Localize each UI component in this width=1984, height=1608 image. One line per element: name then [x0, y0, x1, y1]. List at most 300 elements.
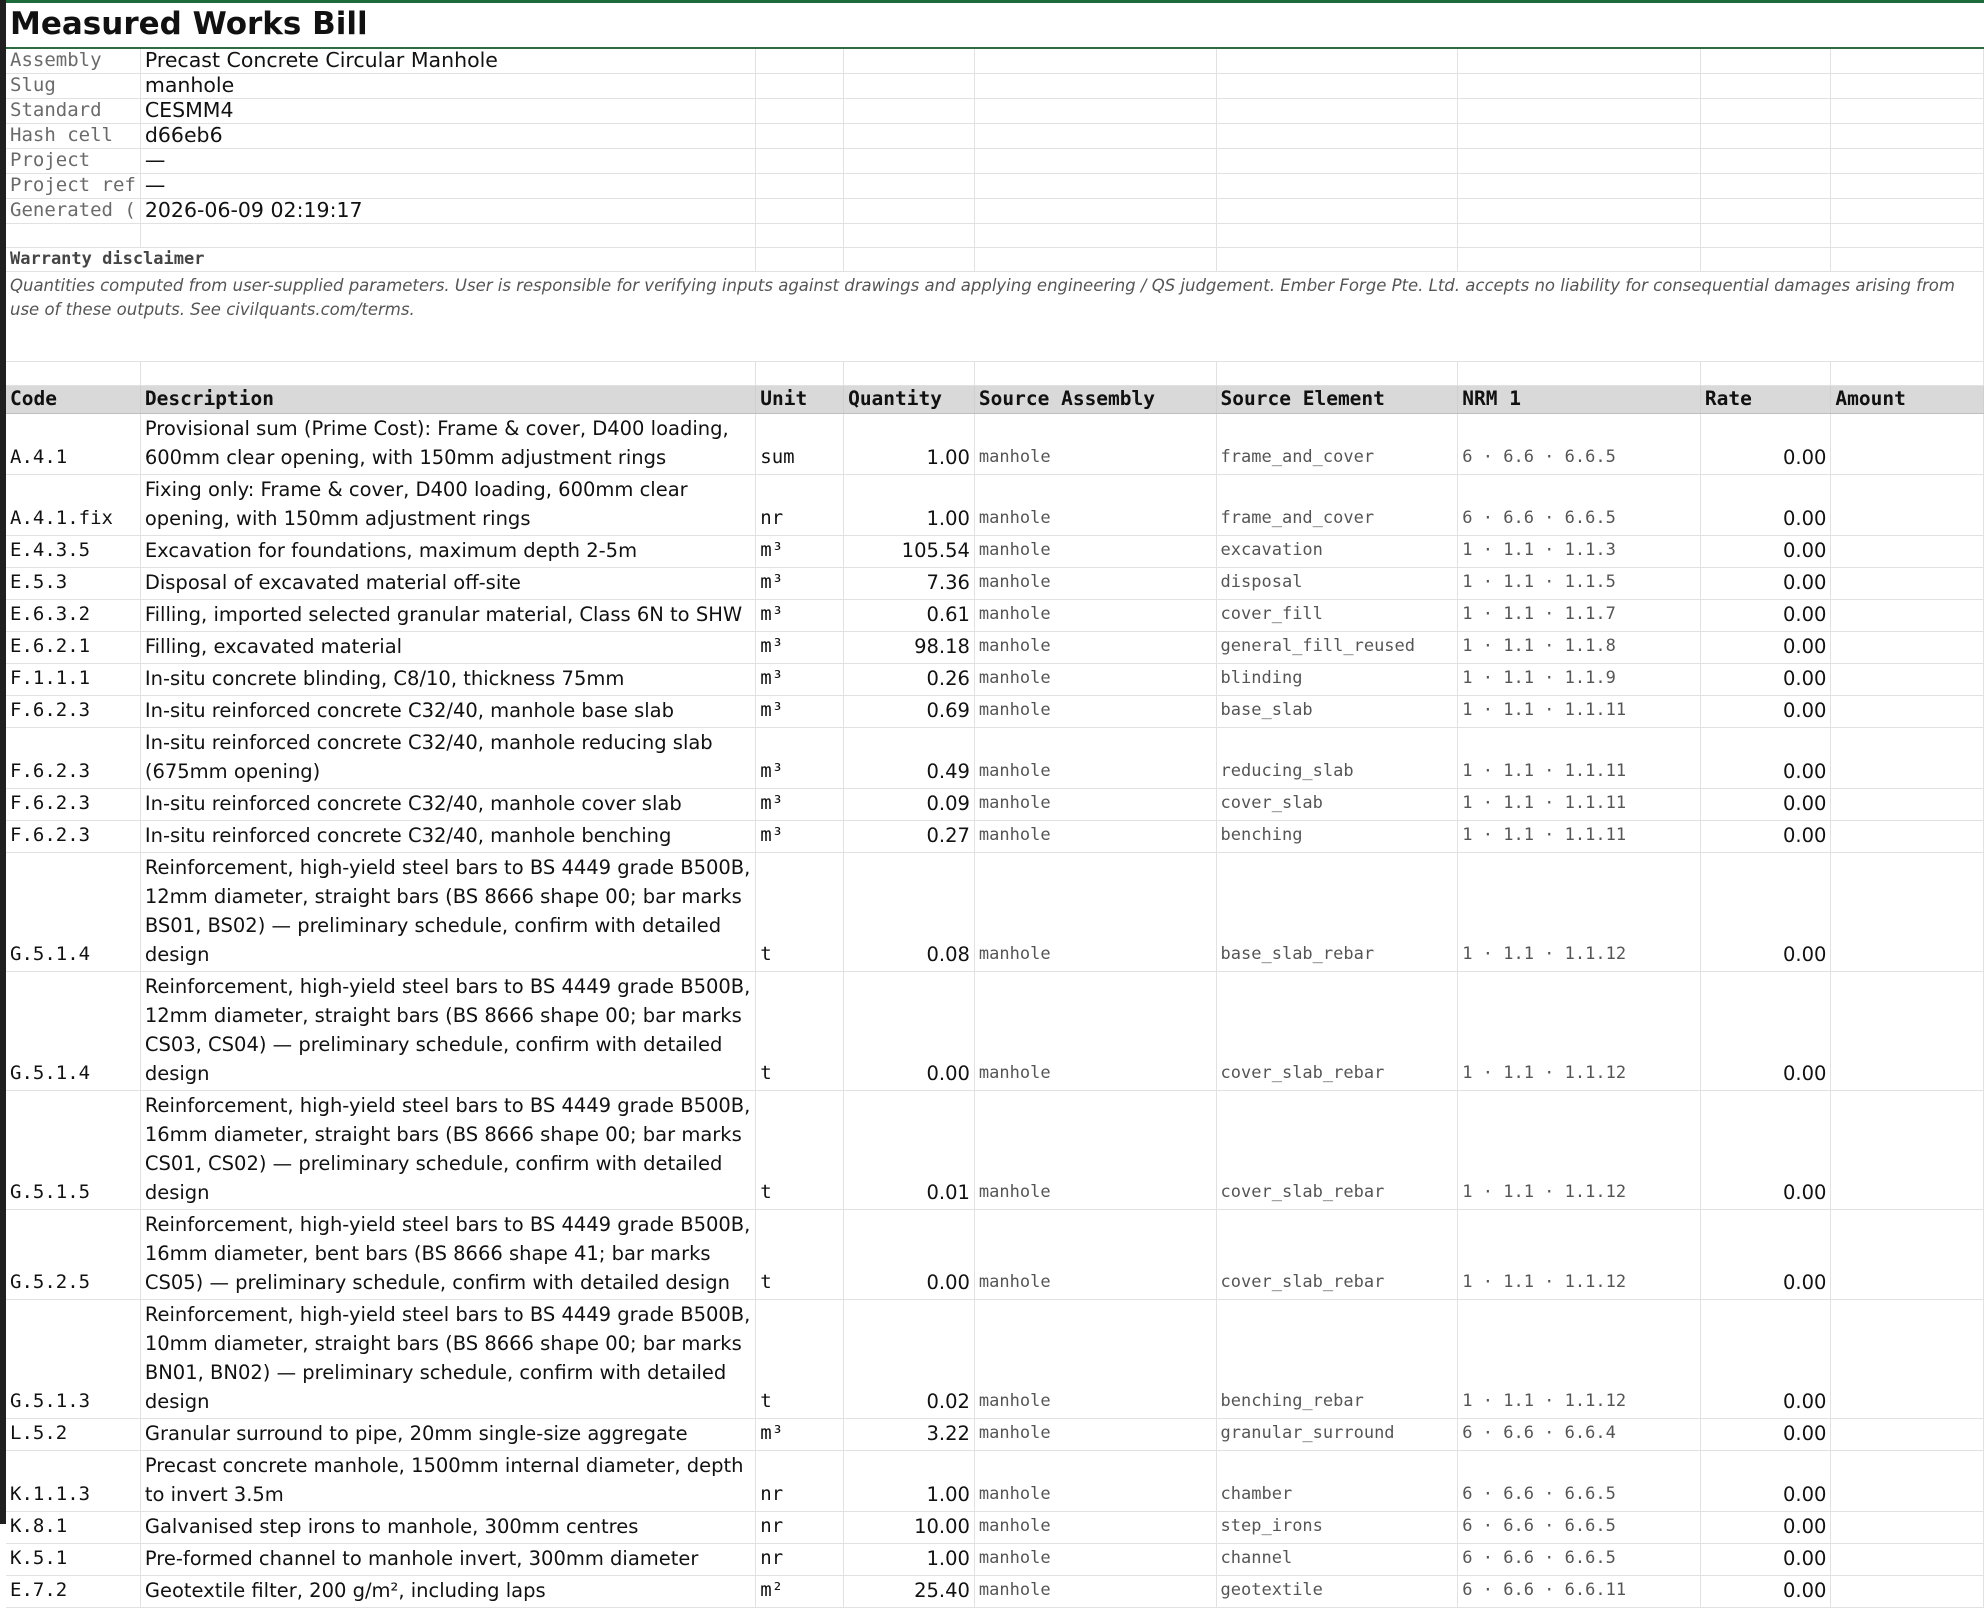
meta-value[interactable]: CESMM4 — [140, 99, 755, 124]
item-rate[interactable]: 0.00 — [1700, 853, 1831, 972]
empty-cell[interactable] — [1458, 48, 1701, 74]
empty-cell[interactable] — [1458, 74, 1701, 99]
item-unit[interactable]: m³ — [756, 821, 844, 853]
item-source-assembly[interactable]: manhole — [974, 1576, 1216, 1608]
item-description[interactable]: In-situ concrete blinding, C8/10, thickness 75mm — [140, 664, 755, 696]
item-unit[interactable]: t — [756, 1300, 844, 1419]
empty-cell[interactable] — [1216, 362, 1458, 386]
item-source-assembly[interactable]: manhole — [974, 1091, 1216, 1210]
meta-value[interactable]: d66eb6 — [140, 124, 755, 149]
meta-label[interactable]: Generated ( — [6, 199, 140, 224]
item-source-element[interactable]: chamber — [1216, 1451, 1458, 1512]
item-rate[interactable]: 0.00 — [1700, 475, 1831, 536]
column-header-nrm[interactable]: NRM 1 — [1458, 386, 1701, 414]
item-unit[interactable]: nr — [756, 1512, 844, 1544]
item-source-element[interactable]: frame_and_cover — [1216, 475, 1458, 536]
empty-cell[interactable] — [1831, 174, 1984, 199]
item-amount[interactable] — [1831, 728, 1984, 789]
item-source-assembly[interactable]: manhole — [974, 1210, 1216, 1300]
empty-cell[interactable] — [756, 124, 844, 149]
item-description[interactable]: Pre-formed channel to manhole invert, 300mm diameter — [140, 1544, 755, 1576]
item-source-assembly[interactable]: manhole — [974, 1300, 1216, 1419]
item-quantity[interactable]: 10.00 — [844, 1512, 975, 1544]
empty-cell[interactable] — [974, 74, 1216, 99]
meta-value[interactable]: — — [140, 149, 755, 174]
item-amount[interactable] — [1831, 1512, 1984, 1544]
item-rate[interactable]: 0.00 — [1700, 414, 1831, 475]
item-quantity[interactable]: 0.26 — [844, 664, 975, 696]
empty-cell[interactable] — [1700, 149, 1831, 174]
empty-cell[interactable] — [974, 124, 1216, 149]
item-quantity[interactable]: 98.18 — [844, 632, 975, 664]
empty-cell[interactable] — [1700, 248, 1831, 272]
empty-cell[interactable] — [756, 174, 844, 199]
item-rate[interactable]: 0.00 — [1700, 1451, 1831, 1512]
empty-cell[interactable] — [844, 149, 975, 174]
meta-label[interactable]: Assembly — [6, 48, 140, 74]
item-amount[interactable] — [1831, 1576, 1984, 1608]
item-rate[interactable]: 0.00 — [1700, 632, 1831, 664]
bill-item-row — [6, 414, 1984, 475]
item-nrm-code[interactable]: 1 · 1.1 · 1.1.5 — [1458, 568, 1701, 600]
meta-row — [6, 174, 1984, 199]
item-amount[interactable] — [1831, 789, 1984, 821]
item-source-assembly[interactable]: manhole — [974, 568, 1216, 600]
item-code[interactable]: F.6.2.3 — [6, 821, 140, 853]
item-amount[interactable] — [1831, 972, 1984, 1091]
item-nrm-code[interactable]: 6 · 6.6 · 6.6.5 — [1458, 1451, 1701, 1512]
item-nrm-code[interactable]: 6 · 6.6 · 6.6.5 — [1458, 414, 1701, 475]
empty-cell[interactable] — [1700, 174, 1831, 199]
item-source-assembly[interactable]: manhole — [974, 696, 1216, 728]
empty-cell[interactable] — [1700, 124, 1831, 149]
item-source-element[interactable]: excavation — [1216, 536, 1458, 568]
item-quantity[interactable]: 0.49 — [844, 728, 975, 789]
item-code[interactable]: F.1.1.1 — [6, 664, 140, 696]
empty-cell[interactable] — [756, 149, 844, 174]
item-unit[interactable]: m³ — [756, 600, 844, 632]
empty-cell[interactable] — [1458, 199, 1701, 224]
empty-cell[interactable] — [1458, 124, 1701, 149]
empty-cell[interactable] — [1831, 99, 1984, 124]
item-amount[interactable] — [1831, 696, 1984, 728]
item-code[interactable]: E.6.2.1 — [6, 632, 140, 664]
empty-cell[interactable] — [1216, 174, 1458, 199]
empty-cell[interactable] — [1831, 149, 1984, 174]
bill-item-row — [6, 475, 1984, 536]
empty-cell[interactable] — [1700, 224, 1831, 248]
item-amount[interactable] — [1831, 414, 1984, 475]
bill-title[interactable]: Measured Works Bill — [6, 3, 1984, 48]
item-source-assembly[interactable]: manhole — [974, 728, 1216, 789]
empty-cell[interactable] — [1216, 48, 1458, 74]
item-description[interactable]: Filling, excavated material — [140, 632, 755, 664]
item-amount[interactable] — [1831, 853, 1984, 972]
empty-cell[interactable] — [6, 362, 140, 386]
empty-cell[interactable] — [974, 99, 1216, 124]
item-quantity[interactable]: 1.00 — [844, 1544, 975, 1576]
item-nrm-code[interactable]: 1 · 1.1 · 1.1.7 — [1458, 600, 1701, 632]
column-header-source-element[interactable]: Source Element — [1216, 386, 1458, 414]
meta-label[interactable]: Standard — [6, 99, 140, 124]
empty-cell[interactable] — [844, 224, 975, 248]
warranty-text[interactable]: Quantities computed from user-supplied parameters. User is responsible for verifying inputs against drawings and applying engineering / QS judgement. Ember Forge Pte. Ltd. accepts no liability for consequential damages arising from use of these outputs. See civilquants.com/terms. — [6, 272, 1984, 362]
item-source-element[interactable]: base_slab — [1216, 696, 1458, 728]
item-rate[interactable]: 0.00 — [1700, 1300, 1831, 1419]
item-nrm-code[interactable]: 1 · 1.1 · 1.1.9 — [1458, 664, 1701, 696]
item-description[interactable]: Geotextile filter, 200 g/m², including laps — [140, 1576, 755, 1608]
item-description[interactable]: Reinforcement, high-yield steel bars to BS 4449 grade B500B, 16mm diameter, straight bars (BS 8666 shape 00; bar marks CS01, CS02) — preliminary schedule, confirm with detailed design — [140, 1091, 755, 1210]
column-header-rate[interactable]: Rate — [1700, 386, 1831, 414]
empty-cell[interactable] — [1216, 199, 1458, 224]
item-code[interactable]: E.6.3.2 — [6, 600, 140, 632]
item-description[interactable]: Granular surround to pipe, 20mm single-size aggregate — [140, 1419, 755, 1451]
item-source-assembly[interactable]: manhole — [974, 600, 1216, 632]
item-amount[interactable] — [1831, 1300, 1984, 1419]
meta-value[interactable]: manhole — [140, 74, 755, 99]
empty-cell[interactable] — [844, 199, 975, 224]
item-amount[interactable] — [1831, 568, 1984, 600]
item-description[interactable]: In-situ reinforced concrete C32/40, manhole cover slab — [140, 789, 755, 821]
item-code[interactable]: F.6.2.3 — [6, 728, 140, 789]
item-amount[interactable] — [1831, 1091, 1984, 1210]
item-quantity[interactable]: 7.36 — [844, 568, 975, 600]
empty-cell[interactable] — [1458, 362, 1701, 386]
item-quantity[interactable]: 0.69 — [844, 696, 975, 728]
item-quantity[interactable]: 0.00 — [844, 1210, 975, 1300]
item-amount[interactable] — [1831, 1544, 1984, 1576]
item-nrm-code[interactable]: 1 · 1.1 · 1.1.8 — [1458, 632, 1701, 664]
empty-cell[interactable] — [140, 224, 755, 248]
empty-cell[interactable] — [974, 174, 1216, 199]
empty-cell[interactable] — [844, 74, 975, 99]
item-source-element[interactable]: cover_slab_rebar — [1216, 972, 1458, 1091]
empty-cell[interactable] — [844, 248, 975, 272]
item-source-assembly[interactable]: manhole — [974, 475, 1216, 536]
item-source-element[interactable]: frame_and_cover — [1216, 414, 1458, 475]
item-nrm-code[interactable]: 6 · 6.6 · 6.6.5 — [1458, 475, 1701, 536]
meta-label[interactable]: Project ref — [6, 174, 140, 199]
item-description[interactable]: In-situ reinforced concrete C32/40, manhole benching — [140, 821, 755, 853]
empty-cell[interactable] — [1700, 362, 1831, 386]
item-rate[interactable]: 0.00 — [1700, 972, 1831, 1091]
item-code[interactable]: A.4.1.fix — [6, 475, 140, 536]
empty-cell[interactable] — [756, 48, 844, 74]
item-code[interactable]: K.8.1 — [6, 1512, 140, 1544]
item-rate[interactable]: 0.00 — [1700, 600, 1831, 632]
item-rate[interactable]: 0.00 — [1700, 789, 1831, 821]
column-header-description[interactable]: Description — [140, 386, 755, 414]
item-code[interactable]: E.4.3.5 — [6, 536, 140, 568]
empty-cell[interactable] — [1700, 48, 1831, 74]
empty-cell[interactable] — [1216, 124, 1458, 149]
item-unit[interactable]: m³ — [756, 664, 844, 696]
meta-value[interactable]: 2026-06-09 02:19:17 — [140, 199, 755, 224]
empty-cell[interactable] — [1831, 224, 1984, 248]
item-description[interactable]: Excavation for foundations, maximum depth 2-5m — [140, 536, 755, 568]
item-source-assembly[interactable]: manhole — [974, 1419, 1216, 1451]
item-amount[interactable] — [1831, 1451, 1984, 1512]
item-description[interactable]: In-situ reinforced concrete C32/40, manhole reducing slab (675mm opening) — [140, 728, 755, 789]
item-quantity[interactable]: 105.54 — [844, 536, 975, 568]
item-source-element[interactable]: cover_fill — [1216, 600, 1458, 632]
empty-cell[interactable] — [756, 362, 844, 386]
item-source-element[interactable]: base_slab_rebar — [1216, 853, 1458, 972]
item-source-assembly[interactable]: manhole — [974, 536, 1216, 568]
empty-cell[interactable] — [974, 362, 1216, 386]
item-rate[interactable]: 0.00 — [1700, 568, 1831, 600]
item-amount[interactable] — [1831, 821, 1984, 853]
column-header-unit[interactable]: Unit — [756, 386, 844, 414]
item-unit[interactable]: m³ — [756, 632, 844, 664]
item-amount[interactable] — [1831, 600, 1984, 632]
item-nrm-code[interactable]: 6 · 6.6 · 6.6.5 — [1458, 1512, 1701, 1544]
empty-cell[interactable] — [1700, 99, 1831, 124]
item-code[interactable]: E.7.2 — [6, 1576, 140, 1608]
item-quantity[interactable]: 0.27 — [844, 821, 975, 853]
item-quantity[interactable]: 0.61 — [844, 600, 975, 632]
empty-cell[interactable] — [1700, 74, 1831, 99]
item-description[interactable]: Reinforcement, high-yield steel bars to BS 4449 grade B500B, 12mm diameter, straight bars (BS 8666 shape 00; bar marks CS03, CS04) — preliminary schedule, confirm with detailed design — [140, 972, 755, 1091]
bill-item-row — [6, 1544, 1984, 1576]
empty-cell[interactable] — [756, 199, 844, 224]
item-code[interactable]: K.5.1 — [6, 1544, 140, 1576]
empty-cell[interactable] — [1831, 199, 1984, 224]
empty-cell[interactable] — [1831, 48, 1984, 74]
column-header-amount[interactable]: Amount — [1831, 386, 1984, 414]
item-source-element[interactable]: benching_rebar — [1216, 1300, 1458, 1419]
empty-cell[interactable] — [844, 48, 975, 74]
empty-cell[interactable] — [974, 149, 1216, 174]
item-source-element[interactable]: general_fill_reused — [1216, 632, 1458, 664]
empty-cell[interactable] — [1216, 224, 1458, 248]
item-code[interactable]: E.5.3 — [6, 568, 140, 600]
empty-cell[interactable] — [1216, 74, 1458, 99]
empty-cell[interactable] — [1831, 74, 1984, 99]
empty-cell[interactable] — [1216, 248, 1458, 272]
item-code[interactable]: G.5.1.5 — [6, 1091, 140, 1210]
item-source-element[interactable]: granular_surround — [1216, 1419, 1458, 1451]
empty-cell[interactable] — [756, 74, 844, 99]
item-unit[interactable]: t — [756, 853, 844, 972]
item-source-element[interactable]: blinding — [1216, 664, 1458, 696]
item-source-assembly[interactable]: manhole — [974, 789, 1216, 821]
item-quantity[interactable]: 1.00 — [844, 414, 975, 475]
item-rate[interactable]: 0.00 — [1700, 536, 1831, 568]
empty-cell[interactable] — [6, 224, 140, 248]
meta-value[interactable]: Precast Concrete Circular Manhole — [140, 48, 755, 74]
item-unit[interactable]: m³ — [756, 568, 844, 600]
item-amount[interactable] — [1831, 475, 1984, 536]
item-unit[interactable]: t — [756, 972, 844, 1091]
item-source-assembly[interactable]: manhole — [974, 1512, 1216, 1544]
empty-cell[interactable] — [844, 124, 975, 149]
column-header-quantity[interactable]: Quantity — [844, 386, 975, 414]
item-code[interactable]: G.5.1.4 — [6, 853, 140, 972]
item-rate[interactable]: 0.00 — [1700, 728, 1831, 789]
item-nrm-code[interactable]: 1 · 1.1 · 1.1.12 — [1458, 1091, 1701, 1210]
item-source-assembly[interactable]: manhole — [974, 853, 1216, 972]
item-nrm-code[interactable]: 1 · 1.1 · 1.1.11 — [1458, 789, 1701, 821]
item-source-element[interactable]: benching — [1216, 821, 1458, 853]
empty-cell[interactable] — [974, 48, 1216, 74]
item-unit[interactable]: m² — [756, 1576, 844, 1608]
item-amount[interactable] — [1831, 536, 1984, 568]
item-unit[interactable]: nr — [756, 1544, 844, 1576]
title-row — [6, 3, 1984, 48]
bill-item-row — [6, 853, 1984, 972]
bill-item-row — [6, 1300, 1984, 1419]
item-code[interactable]: G.5.1.4 — [6, 972, 140, 1091]
item-rate[interactable]: 0.00 — [1700, 1091, 1831, 1210]
item-description[interactable]: Galvanised step irons to manhole, 300mm centres — [140, 1512, 755, 1544]
item-source-assembly[interactable]: manhole — [974, 821, 1216, 853]
item-source-element[interactable]: geotextile — [1216, 1576, 1458, 1608]
item-code[interactable]: F.6.2.3 — [6, 789, 140, 821]
empty-cell[interactable] — [844, 362, 975, 386]
item-nrm-code[interactable]: 6 · 6.6 · 6.6.5 — [1458, 1544, 1701, 1576]
empty-cell[interactable] — [756, 248, 844, 272]
warranty-title[interactable]: Warranty disclaimer — [6, 248, 756, 272]
meta-value[interactable]: — — [140, 174, 755, 199]
item-description[interactable]: Disposal of excavated material off-site — [140, 568, 755, 600]
item-unit[interactable]: m³ — [756, 1419, 844, 1451]
item-source-assembly[interactable]: manhole — [974, 972, 1216, 1091]
meta-label[interactable]: Slug — [6, 74, 140, 99]
item-amount[interactable] — [1831, 1210, 1984, 1300]
meta-label[interactable]: Project — [6, 149, 140, 174]
item-description[interactable]: Precast concrete manhole, 1500mm internal diameter, depth to invert 3.5m — [140, 1451, 755, 1512]
item-source-element[interactable]: cover_slab — [1216, 789, 1458, 821]
item-source-element[interactable]: disposal — [1216, 568, 1458, 600]
item-nrm-code[interactable]: 1 · 1.1 · 1.1.11 — [1458, 821, 1701, 853]
item-quantity[interactable]: 25.40 — [844, 1576, 975, 1608]
item-source-assembly[interactable]: manhole — [974, 1451, 1216, 1512]
item-source-assembly[interactable]: manhole — [974, 414, 1216, 475]
item-unit[interactable]: sum — [756, 414, 844, 475]
item-amount[interactable] — [1831, 1419, 1984, 1451]
item-unit[interactable]: m³ — [756, 728, 844, 789]
empty-cell[interactable] — [1831, 124, 1984, 149]
item-nrm-code[interactable]: 1 · 1.1 · 1.1.12 — [1458, 1300, 1701, 1419]
item-rate[interactable]: 0.00 — [1700, 1512, 1831, 1544]
item-amount[interactable] — [1831, 632, 1984, 664]
item-source-assembly[interactable]: manhole — [974, 1544, 1216, 1576]
item-rate[interactable]: 0.00 — [1700, 1576, 1831, 1608]
item-description[interactable]: Provisional sum (Prime Cost): Frame & cover, D400 loading, 600mm clear opening, with 150mm adjustment rings — [140, 414, 755, 475]
item-code[interactable]: A.4.1 — [6, 414, 140, 475]
empty-cell[interactable] — [1458, 99, 1701, 124]
item-source-element[interactable]: reducing_slab — [1216, 728, 1458, 789]
item-unit[interactable]: nr — [756, 1451, 844, 1512]
item-quantity[interactable]: 0.09 — [844, 789, 975, 821]
item-unit[interactable]: nr — [756, 475, 844, 536]
empty-cell[interactable] — [1216, 149, 1458, 174]
empty-cell[interactable] — [1458, 174, 1701, 199]
item-unit[interactable]: m³ — [756, 789, 844, 821]
empty-cell[interactable] — [974, 248, 1216, 272]
item-code[interactable]: K.1.1.3 — [6, 1451, 140, 1512]
empty-cell[interactable] — [1458, 224, 1701, 248]
item-rate[interactable]: 0.00 — [1700, 664, 1831, 696]
item-code[interactable]: L.5.2 — [6, 1419, 140, 1451]
item-code[interactable]: G.5.2.5 — [6, 1210, 140, 1300]
empty-cell[interactable] — [1831, 362, 1984, 386]
item-quantity[interactable]: 0.01 — [844, 1091, 975, 1210]
empty-cell[interactable] — [1216, 99, 1458, 124]
item-source-assembly[interactable]: manhole — [974, 632, 1216, 664]
item-quantity[interactable]: 0.08 — [844, 853, 975, 972]
item-nrm-code[interactable]: 6 · 6.6 · 6.6.4 — [1458, 1419, 1701, 1451]
empty-cell[interactable] — [1831, 248, 1984, 272]
item-nrm-code[interactable]: 1 · 1.1 · 1.1.12 — [1458, 972, 1701, 1091]
item-description[interactable]: In-situ reinforced concrete C32/40, manhole base slab — [140, 696, 755, 728]
empty-cell[interactable] — [756, 99, 844, 124]
item-nrm-code[interactable]: 1 · 1.1 · 1.1.12 — [1458, 853, 1701, 972]
item-description[interactable]: Fixing only: Frame & cover, D400 loading, 600mm clear opening, with 150mm adjustment rings — [140, 475, 755, 536]
empty-cell[interactable] — [974, 199, 1216, 224]
item-unit[interactable]: m³ — [756, 696, 844, 728]
bill-item-row — [6, 664, 1984, 696]
column-header-source-assembly[interactable]: Source Assembly — [974, 386, 1216, 414]
item-rate[interactable]: 0.00 — [1700, 696, 1831, 728]
spacer-row — [6, 224, 1984, 248]
item-quantity[interactable]: 1.00 — [844, 1451, 975, 1512]
item-description[interactable]: Reinforcement, high-yield steel bars to BS 4449 grade B500B, 12mm diameter, straight bars (BS 8666 shape 00; bar marks BS01, BS02) — preliminary schedule, confirm with detailed design — [140, 853, 755, 972]
item-quantity[interactable]: 1.00 — [844, 475, 975, 536]
item-source-element[interactable]: cover_slab_rebar — [1216, 1210, 1458, 1300]
item-unit[interactable]: m³ — [756, 536, 844, 568]
item-description[interactable]: Filling, imported selected granular material, Class 6N to SHW — [140, 600, 755, 632]
item-nrm-code[interactable]: 1 · 1.1 · 1.1.12 — [1458, 1210, 1701, 1300]
item-nrm-code[interactable]: 1 · 1.1 · 1.1.11 — [1458, 728, 1701, 789]
empty-cell[interactable] — [844, 174, 975, 199]
empty-cell[interactable] — [756, 224, 844, 248]
item-rate[interactable]: 0.00 — [1700, 1544, 1831, 1576]
item-rate[interactable]: 0.00 — [1700, 1210, 1831, 1300]
column-header-code[interactable]: Code — [6, 386, 140, 414]
empty-cell[interactable] — [1458, 149, 1701, 174]
item-source-element[interactable]: step_irons — [1216, 1512, 1458, 1544]
bill-item-row — [6, 1210, 1984, 1300]
item-description[interactable]: Reinforcement, high-yield steel bars to BS 4449 grade B500B, 10mm diameter, straight bars (BS 8666 shape 00; bar marks BN01, BN02) — preliminary schedule, confirm with detailed design — [140, 1300, 755, 1419]
item-source-assembly[interactable]: manhole — [974, 664, 1216, 696]
item-quantity[interactable]: 0.00 — [844, 972, 975, 1091]
item-rate[interactable]: 0.00 — [1700, 821, 1831, 853]
item-unit[interactable]: t — [756, 1091, 844, 1210]
empty-cell[interactable] — [844, 99, 975, 124]
item-nrm-code[interactable]: 1 · 1.1 · 1.1.3 — [1458, 536, 1701, 568]
item-source-element[interactable]: cover_slab_rebar — [1216, 1091, 1458, 1210]
item-nrm-code[interactable]: 1 · 1.1 · 1.1.11 — [1458, 696, 1701, 728]
meta-row — [6, 99, 1984, 124]
empty-cell[interactable] — [974, 224, 1216, 248]
item-source-element[interactable]: channel — [1216, 1544, 1458, 1576]
item-amount[interactable] — [1831, 664, 1984, 696]
empty-cell[interactable] — [140, 362, 755, 386]
empty-cell[interactable] — [1458, 248, 1701, 272]
item-rate[interactable]: 0.00 — [1700, 1419, 1831, 1451]
item-unit[interactable]: t — [756, 1210, 844, 1300]
empty-cell[interactable] — [1700, 199, 1831, 224]
item-quantity[interactable]: 3.22 — [844, 1419, 975, 1451]
item-code[interactable]: G.5.1.3 — [6, 1300, 140, 1419]
item-nrm-code[interactable]: 6 · 6.6 · 6.6.11 — [1458, 1576, 1701, 1608]
meta-label[interactable]: Hash cell — [6, 124, 140, 149]
item-code[interactable]: F.6.2.3 — [6, 696, 140, 728]
item-quantity[interactable]: 0.02 — [844, 1300, 975, 1419]
item-description[interactable]: Reinforcement, high-yield steel bars to BS 4449 grade B500B, 16mm diameter, bent bars (BS 8666 shape 41; bar marks CS05) — preliminary schedule, confirm with detailed design — [140, 1210, 755, 1300]
